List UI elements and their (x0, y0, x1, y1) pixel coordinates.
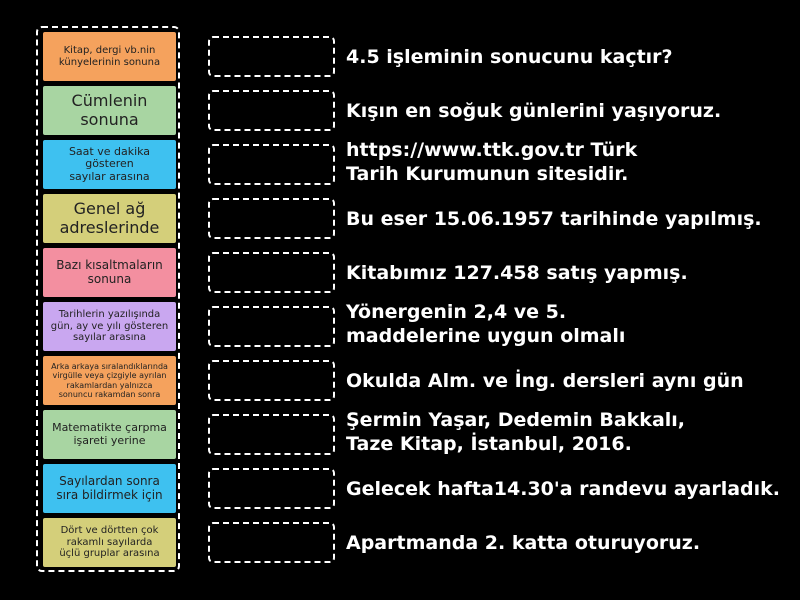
question-text: Bu eser 15.06.1957 tarihinde yapılmış. (346, 207, 762, 230)
drop-slot-10[interactable] (208, 522, 335, 563)
drop-slot-4[interactable] (208, 198, 335, 239)
answer-card-label: Tarihlerin yazılışında gün, ay ve yılı gösteren sayılar arasına (50, 309, 169, 344)
question-8 (346, 406, 786, 458)
answer-card-label: Cümlenin sonuna (71, 91, 148, 129)
question-text: https://www.ttk.gov.tr Türk Tarih Kurumunun sitesidir. (346, 139, 638, 185)
question-10 (346, 522, 786, 563)
drop-slot-3[interactable] (208, 144, 335, 185)
question-text: 4.5 işleminin sonucunu kaçtır? (346, 45, 673, 68)
question-7 (346, 360, 786, 401)
answer-card-label: Arka arkaya sıralandıklarında virgülle veya çizgiyle ayrılan rakamlardan yalnızca sonuncu rakamdan sonra (51, 362, 168, 399)
question-text: Apartmanda 2. katta oturuyoruz. (346, 531, 701, 554)
answer-card-label: Dört ve dörtten çok rakamlı sayılarda üçlü gruplar arasına (59, 525, 160, 560)
answer-card-7[interactable] (43, 356, 176, 405)
question-5 (346, 252, 786, 293)
drop-slot-1[interactable] (208, 36, 335, 77)
drop-slot-8[interactable] (208, 414, 335, 455)
answer-card-label: Genel ağ adreslerinde (59, 199, 160, 237)
question-9 (346, 468, 786, 509)
question-4 (346, 198, 786, 239)
answer-card-label: Matematikte çarpma işareti yerine (52, 420, 167, 447)
question-text: Yönergenin 2,4 ve 5. maddelerine uygun olmalı (346, 301, 626, 347)
answer-card-label: Bazı kısaltmaların sonuna (56, 257, 163, 286)
question-1 (346, 36, 786, 77)
answer-card-4[interactable] (43, 194, 176, 243)
question-text: Kitabımız 127.458 satış yapmış. (346, 261, 688, 284)
answer-card-5[interactable] (43, 248, 176, 297)
drop-slot-7[interactable] (208, 360, 335, 401)
drop-slot-9[interactable] (208, 468, 335, 509)
answer-card-8[interactable] (43, 410, 176, 459)
question-text: Kışın en soğuk günlerini yaşıyoruz. (346, 99, 722, 122)
answer-card-6[interactable] (43, 302, 176, 351)
drop-slot-2[interactable] (208, 90, 335, 131)
answer-card-9[interactable] (43, 464, 176, 513)
question-6 (346, 298, 786, 350)
answer-card-label: Kitap, dergi vb.nin künyelerinin sonuna (58, 45, 161, 68)
question-text: Gelecek hafta14.30'a randevu ayarladık. (346, 477, 780, 500)
question-3 (346, 136, 786, 188)
question-text: Okulda Alm. ve İng. dersleri aynı gün (346, 369, 744, 392)
answer-card-3[interactable] (43, 140, 176, 189)
drop-slot-6[interactable] (208, 306, 335, 347)
question-2 (346, 90, 786, 131)
answer-card-label: Sayılardan sonra sıra bildirmek için (56, 473, 163, 502)
drop-slot-5[interactable] (208, 252, 335, 293)
answer-card-2[interactable] (43, 86, 176, 135)
answer-card-label: Saat ve dakika gösteren sayılar arasına (68, 144, 151, 183)
question-text: Şermin Yaşar, Dedemin Bakkalı, Taze Kitap, İstanbul, 2016. (346, 409, 686, 455)
answer-card-10[interactable] (43, 518, 176, 567)
answer-card-1[interactable] (43, 32, 176, 81)
